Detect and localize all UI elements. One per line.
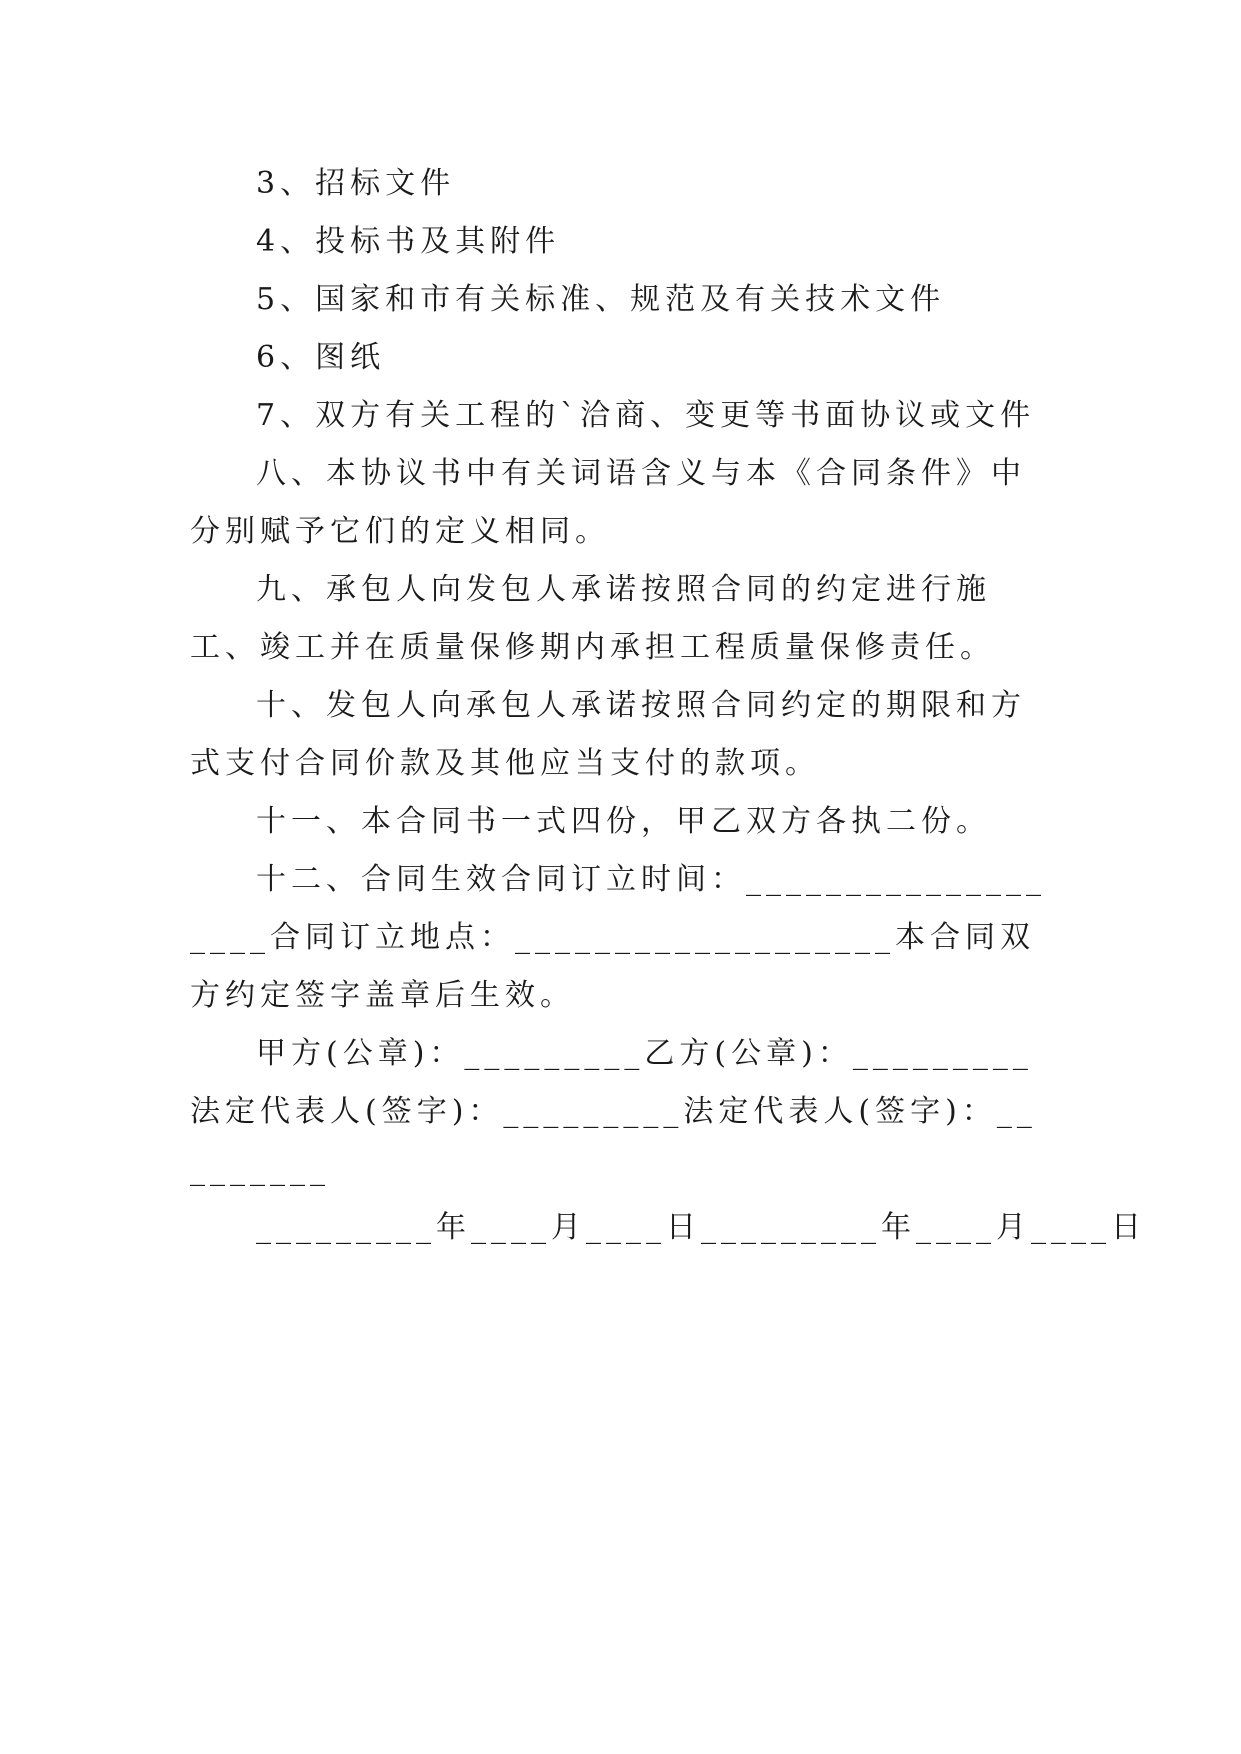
clause-eight: 八、本协议书中有关词语含义与本《合同条件》中分别赋予它们的定义相同。 — [190, 456, 1026, 549]
list-item-drawings: 6、图纸 — [256, 340, 386, 375]
clause-eleven: 十一、本合同书一式四份，甲乙双方各执二份。 — [256, 804, 991, 839]
date-line: _________年____月____日_________年____月____日 — [256, 1210, 1146, 1245]
document-body — [190, 155, 1146, 1257]
signature-block: 甲方(公章)：_________乙方(公章)：_________法定代表人(签字)：_________法定代表人(签字)：_________ — [190, 1036, 1037, 1187]
clause-twelve: 十二、合同生效合同订立时间：___________________合同订立地点：___________________本合同双方约定签字盖章后生效。 — [190, 862, 1046, 1013]
list-item-tender-docs: 3、招标文件 — [256, 166, 456, 201]
list-item-agreements: 7、双方有关工程的`洽商、变更等书面协议或文件 — [256, 398, 1036, 433]
list-item-bid-docs: 4、投标书及其附件 — [256, 224, 561, 259]
clause-nine: 九、承包人向发包人承诺按照合同的约定进行施工、竣工并在质量保修期内承担工程质量保修责任。 — [190, 572, 995, 665]
clause-ten: 十、发包人向承包人承诺按照合同约定的期限和方式支付合同价款及其他应当支付的款项。 — [190, 688, 1026, 781]
list-item-standards: 5、国家和市有关标准、规范及有关技术文件 — [256, 282, 946, 317]
